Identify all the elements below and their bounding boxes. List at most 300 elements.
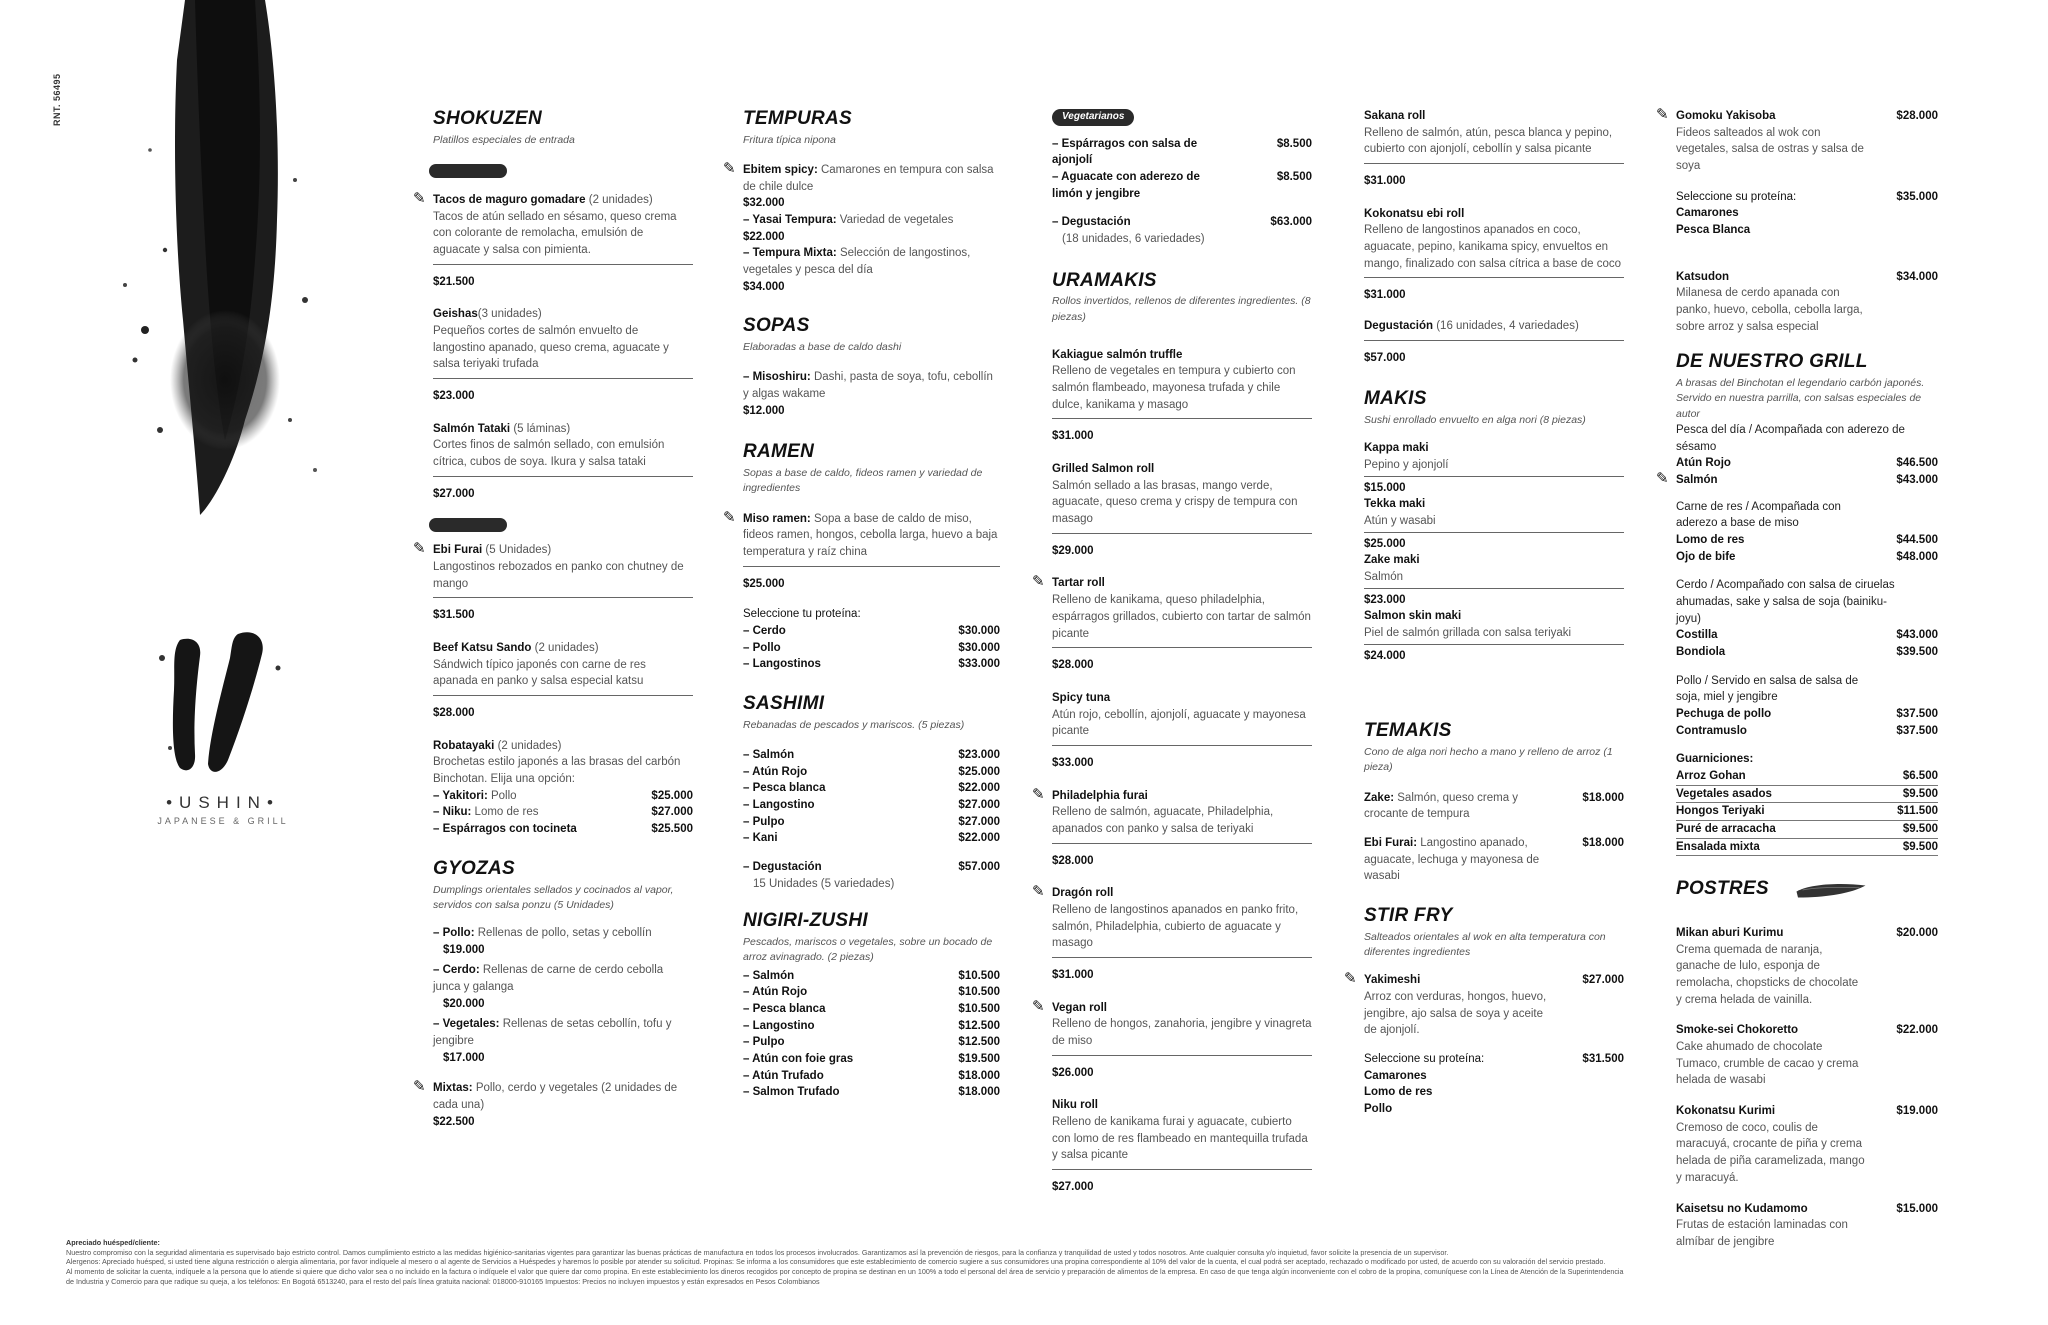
- item-description: Relleno de kanikama furai y aguacate, cubierto con lomo de res flambeado en mantequilla trufada y salsa picante: [1052, 1115, 1308, 1162]
- row-label: Salmón: [752, 969, 795, 982]
- item-price: $34.000: [1896, 270, 1938, 283]
- section-subtitle-stirfry: Salteados orientales al wok en alta temperatura con diferentes ingredientes: [1364, 930, 1606, 959]
- item-description: (18 unidades, 6 variedades): [1062, 232, 1205, 245]
- item-price: $19.000: [1896, 1105, 1938, 1118]
- protein-option: Pollo: [1364, 1103, 1393, 1115]
- price-row: – Langostino $12.500: [743, 1018, 1000, 1035]
- section-title-tempuras: TEMPURAS: [743, 108, 853, 129]
- divider: [1052, 957, 1312, 958]
- row-label: Aguacate con aderezo de limón y jengibre: [1052, 170, 1200, 200]
- row-price: $23.000: [958, 749, 1000, 762]
- divider: [1052, 533, 1312, 534]
- price-row: – Espárragos con salsa de ajonjolí $8.500: [1052, 136, 1312, 169]
- item-description: Pepino y ajonjolí: [1364, 457, 1624, 477]
- item-price: $57.000: [1364, 351, 1406, 364]
- item-price: $15.000: [1896, 1202, 1938, 1215]
- menu-column-4: [1344, 108, 1624, 1118]
- row-label: Degustación: [752, 861, 822, 874]
- item-name: Geishas: [433, 308, 478, 321]
- menu-item: [1052, 461, 1312, 559]
- item-price: $31.000: [1364, 289, 1406, 302]
- price-row: [1676, 839, 1938, 857]
- menu-item: [1032, 785, 1312, 870]
- item-price: $28.000: [1052, 854, 1094, 867]
- protein-block: [1364, 1051, 1624, 1118]
- chef-recommendation-icon: ✎: [413, 540, 426, 558]
- row-price: $37.500: [1896, 724, 1938, 737]
- brand-block: [118, 793, 328, 826]
- row-price: $22.000: [958, 832, 1000, 845]
- row-price: $27.000: [958, 815, 1000, 828]
- item-description: Relleno de langostinos apanados en panko frito, salmón, Philadelphia, cubierto de aguacate y masago: [1052, 903, 1299, 950]
- divider: [1364, 277, 1624, 278]
- menu-item: [1676, 1022, 1938, 1089]
- item-price: $25.000: [743, 577, 785, 590]
- protein-label: Pollo: [752, 641, 781, 654]
- garnish-heading: Guarniciones:: [1676, 753, 1754, 766]
- item-name: Kokonatsu Kurimi: [1676, 1105, 1776, 1118]
- item-label: Ebitem spicy:: [743, 164, 818, 177]
- section-title-stirfry: STIR FRY: [1364, 905, 1453, 927]
- item-name: Smoke-sei Chokoretto: [1676, 1024, 1799, 1037]
- row-price: $37.500: [1896, 707, 1938, 720]
- row-label: Atún con foie gras: [752, 1053, 854, 1066]
- menu-item: [1032, 883, 1312, 983]
- row-price: $18.000: [958, 1069, 1000, 1082]
- chef-recommendation-icon: ✎: [1032, 883, 1045, 901]
- menu-item: [1052, 1097, 1312, 1195]
- item-price: $26.000: [1052, 1066, 1094, 1079]
- menu-column-2: [723, 108, 1000, 1101]
- item-price: $31.500: [433, 609, 475, 622]
- row-label: Atún Trufado: [752, 1069, 824, 1082]
- section-subtitle-ramen: Sopas a base de caldo, fideos ramen y variedad de ingredientes: [743, 467, 983, 495]
- price-row: – Salmón $23.000: [743, 747, 1000, 764]
- row-price: $12.500: [958, 1036, 1000, 1049]
- price-row: – Atún Trufado $18.000: [743, 1068, 1000, 1085]
- menu-item: [1364, 835, 1624, 885]
- option-desc: Lomo de res: [474, 806, 539, 819]
- menu-item: [1676, 1103, 1938, 1186]
- section-subtitle-shokuzen: Platillos especiales de entrada: [433, 133, 575, 146]
- divider: [1052, 745, 1312, 746]
- item-price: $19.000: [443, 943, 485, 956]
- item-description: Rellenas de setas cebollín, tofu y jengibre: [433, 1018, 672, 1048]
- row-label: Langostino: [752, 799, 815, 812]
- protein-price: $35.000: [1896, 190, 1938, 203]
- menu-item: [1052, 690, 1312, 772]
- footer-line: de Industria y Comercio para que radique su queja, a los teléfonos: En Bogotá 6513240, para el resto del país línea gratuita nacional: 018000-910165 Impuestos: Precios no incluyen impuestos y están expresados en Pesos Colombianos: [66, 1276, 820, 1286]
- row-label: Atún Rojo: [752, 986, 808, 999]
- menu-item: – Yasai Tempura: Variedad de vegetales $22.000: [743, 212, 1000, 245]
- item-name: Salmon skin maki: [1364, 610, 1462, 623]
- row-label: Atún Rojo: [752, 765, 808, 778]
- price-row: – Salmon Trufado $18.000: [743, 1084, 1000, 1101]
- menu-item: [1032, 997, 1312, 1082]
- item-qty: (2 unidades): [588, 194, 653, 207]
- section-subtitle-makis: Sushi enrollado envuelto en alga nori (8 piezas): [1364, 414, 1586, 427]
- protein-price: $30.000: [958, 625, 1000, 638]
- item-description: Cremoso de coco, coulis de maracuyá, crocante de piña y crema helada de piña caramelizada, mango y maracuyá.: [1676, 1121, 1865, 1184]
- menu-item: [413, 540, 693, 624]
- price-row: – Salmón $10.500: [743, 968, 1000, 985]
- item-price: $32.000: [743, 197, 785, 210]
- row-label: Pesca blanca: [752, 782, 826, 795]
- item-name: Dragón roll: [1052, 887, 1114, 900]
- item-name: Robatayaki: [433, 739, 495, 752]
- price-row: [1676, 821, 1938, 839]
- chef-recommendation-icon: ✎: [1032, 573, 1045, 591]
- item-price: $20.000: [1896, 927, 1938, 940]
- section-subtitle-grill: A brasas del Binchotan el legendario carbón japonés. Servido en nuestra parrilla, con salsas especiales de autor: [1676, 377, 1925, 420]
- chef-recommendation-icon: ✎: [1656, 106, 1669, 123]
- row-label: Pesca blanca: [752, 1003, 826, 1015]
- divider: [433, 695, 693, 696]
- item-description: Frutas de estación laminadas con almíbar de jengibre: [1676, 1219, 1848, 1248]
- menu-item: [1676, 269, 1938, 336]
- chef-recommendation-icon: ✎: [413, 190, 426, 208]
- menu-item: [1364, 108, 1624, 190]
- section-title-uramakis: URAMAKIS: [1052, 269, 1157, 291]
- row-label: Salmón: [752, 749, 795, 762]
- row-label: Salmon Trufado: [752, 1086, 840, 1099]
- row-price: $18.000: [958, 1086, 1000, 1099]
- item-label: Tempura Mixta:: [752, 247, 837, 260]
- menu-item: [1676, 925, 1938, 1008]
- protein-option: Pesca Blanca: [1676, 224, 1751, 237]
- footer-heading: Apreciado huésped/cliente:: [66, 1238, 160, 1247]
- item-name: Tacos de maguro gomadare: [433, 194, 586, 207]
- grill-group-heading: Pesca del día / Acompañada con aderezo de sésamo: [1676, 423, 1905, 453]
- section-title-nigiri: NIGIRI-ZUSHI: [743, 910, 868, 932]
- option-row: – Niku: Lomo de res $27.000: [433, 804, 693, 821]
- row-label: Pechuga de pollo: [1676, 707, 1772, 720]
- row-price: $10.500: [958, 986, 1000, 999]
- item-name: Niku roll: [1052, 1099, 1099, 1112]
- option-price: $25.000: [651, 789, 693, 802]
- price-row: – Atún Rojo $25.000: [743, 764, 1000, 781]
- row-price: $57.000: [958, 861, 1000, 874]
- row-label: Espárragos con salsa de ajonjolí: [1052, 137, 1198, 167]
- item-name: Tekka maki: [1364, 498, 1426, 511]
- ushin-logo: [150, 628, 290, 778]
- option-row: – Espárragos con tocineta $25.500: [433, 821, 693, 838]
- item-description: Langostino apanado, aguacate, lechuga y mayonesa de wasabi: [1364, 837, 1540, 883]
- footer-line: Alergenos: Apreciado huésped, si usted tiene alguna restricción o alergia alimentaria, por favor indíquele al mesero o al agente de Servicios a Huéspedes y haremos lo posible por atender su solicitud. Propinas: Se informa a los consumidores que este establecimiento de comercio sugiere a sus consumidores una propina correspondiente al 10% del valor de la cuenta, el cual podrá ser aceptado, rechazado o modificado por usted, de acuerdo con su valoración del servicio prestado.: [66, 1257, 1606, 1267]
- item-qty: (2 unidades): [534, 642, 599, 655]
- item-price: $28.000: [1896, 110, 1938, 122]
- row-price: $43.000: [1896, 629, 1938, 642]
- divider: [1052, 1055, 1312, 1056]
- price-row: – Pesca blanca $22.000: [743, 780, 1000, 797]
- protein-block: [1676, 189, 1938, 239]
- brush-stroke-marker: [429, 518, 507, 532]
- menu-item: [413, 1078, 693, 1130]
- item-description: 15 Unidades (5 variedades): [753, 877, 895, 890]
- row-price: $43.000: [1896, 473, 1938, 486]
- menu-item: [1364, 206, 1624, 304]
- item-label: Pollo:: [442, 927, 475, 940]
- divider: [1052, 843, 1312, 844]
- option-price: $25.500: [651, 823, 693, 836]
- divider: [1364, 340, 1624, 341]
- row-price: $9.500: [1902, 787, 1938, 800]
- price-row: [1676, 455, 1938, 472]
- row-price: $19.500: [958, 1053, 1000, 1066]
- item-name: Philadelphia furai: [1052, 789, 1148, 802]
- section-title-grill: DE NUESTRO GRILL: [1676, 351, 1868, 373]
- row-label: Hongos Teriyaki: [1676, 805, 1765, 818]
- menu-column-5: [1656, 106, 1938, 1251]
- menu-item: [433, 640, 693, 722]
- item-price: $23.000: [433, 390, 475, 403]
- item-qty: (5 láminas): [513, 422, 571, 435]
- item-qty: (2 unidades): [497, 739, 562, 752]
- item-price: $31.000: [1364, 175, 1406, 188]
- section-title-makis: MAKIS: [1364, 388, 1427, 410]
- item-description: (16 unidades, 4 variedades): [1436, 320, 1579, 333]
- item-description: Relleno de kanikama, queso philadelphia, espárragos grillados, cubierto con tartar de salmón picante: [1052, 594, 1311, 640]
- item-name: Gomoku Yakisoba: [1676, 110, 1776, 122]
- item-name: Spicy tuna: [1052, 691, 1111, 704]
- chef-recommendation-icon: ✎: [1032, 997, 1045, 1015]
- menu-item: [1344, 970, 1624, 1039]
- item-price: $21.500: [433, 275, 475, 288]
- option-label: Niku:: [442, 806, 472, 819]
- item-price: $22.500: [433, 1115, 475, 1128]
- item-label: Misoshiru:: [752, 371, 811, 384]
- item-label: Mixtas:: [433, 1082, 473, 1095]
- option-label: Yakitori:: [442, 789, 488, 802]
- divider: [1052, 418, 1312, 419]
- section-title-sashimi: SASHIMI: [743, 693, 825, 715]
- row-price: $39.500: [1896, 645, 1938, 658]
- row-price: $6.500: [1902, 769, 1938, 782]
- chef-recommendation-icon: ✎: [723, 160, 736, 178]
- price-row: [1656, 469, 1938, 489]
- chef-recommendation-icon: ✎: [413, 1078, 426, 1096]
- price-row: – Pulpo $12.500: [743, 1034, 1000, 1051]
- item-name: Grilled Salmon roll: [1052, 463, 1155, 476]
- postres-header: [1676, 878, 1938, 901]
- item-label: Miso ramen:: [743, 512, 811, 525]
- item-price: $28.000: [433, 707, 475, 720]
- item-description: Brochetas estilo japonés a las brasas del carbón Binchotan. Elija una opción:: [433, 756, 681, 786]
- legal-footer: [66, 1238, 1946, 1287]
- menu-item: [1364, 608, 1624, 664]
- footer-line: Nuestro compromiso con la seguridad alimentaria es supervisado bajo estricto control. Damos cumplimiento estricto a las medidas higiénico-sanitarias vigentes para garantizar las buenas prácticas de manufactura en todos los procesos involucrados. Garantizamos así la prevención de riesgos, para la confianza y tranquilidad de usted y todos nosotros. Ante cualquier consulta y/o inquietud, favor solicite la presencia de un supervisor.: [66, 1247, 1449, 1257]
- item-price: $34.000: [743, 280, 785, 293]
- item-price: $18.000: [1582, 837, 1624, 850]
- row-label: Pulpo: [752, 815, 785, 828]
- item-price: $27.000: [1582, 974, 1624, 987]
- item-description: Relleno de salmón, atún, pesca blanca y pepino, cubierto con ajonjolí, cebollín y salsa picante: [1364, 126, 1613, 156]
- protein-heading: Seleccione su proteína:: [1676, 190, 1797, 203]
- menu-item: [413, 190, 693, 290]
- price-row: – Pesca blanca $10.500: [743, 1001, 1000, 1018]
- item-description: Salmón, queso crema y crocante de tempura: [1364, 791, 1519, 821]
- item-name: Kokonatsu ebi roll: [1364, 207, 1465, 220]
- price-row: – Kani $22.000: [743, 830, 1000, 847]
- item-name: Beef Katsu Sando: [433, 642, 532, 655]
- section-subtitle-gyozas: Dumplings orientales sellados y cocinados al vapor, servidos con salsa ponzu (5 Unidades): [433, 883, 674, 911]
- menu-item: [1364, 552, 1624, 608]
- option-label: Espárragos con tocineta: [442, 823, 577, 836]
- price-row: [1676, 532, 1938, 549]
- item-price: $31.000: [1052, 430, 1094, 443]
- menu-item: [433, 421, 693, 503]
- menu-column-1: [413, 108, 693, 1130]
- item-price: $22.000: [743, 230, 785, 243]
- item-label: Vegetales:: [442, 1018, 500, 1031]
- grill-group-heading: Cerdo / Acompañado con salsa de ciruelas ahumadas, sake y salsa de soja (bainiku-joyu): [1676, 579, 1895, 625]
- row-label: Contramuslo: [1676, 724, 1747, 737]
- item-description: Langostinos rebozados en panko con chutney de mango: [433, 561, 684, 590]
- row-label: Salmón: [1676, 473, 1718, 486]
- item-name: Tartar roll: [1052, 577, 1105, 590]
- item-price: $17.000: [443, 1051, 485, 1064]
- section-subtitle-nigiri: Pescados, mariscos o vegetales, sobre un bocado de arroz avinagrado. (2 piezas): [743, 936, 993, 964]
- row-label: Kani: [752, 832, 778, 845]
- price-row: [1676, 786, 1938, 804]
- item-label: Yasai Tempura:: [752, 214, 837, 227]
- item-description: Sopa a base de caldo de miso, fideos ramen, hongos, cebolla larga, huevo a baja temperatura y raíz china: [743, 512, 998, 558]
- menu-item-robatayaki: [433, 738, 693, 838]
- menu-item: [1052, 347, 1312, 445]
- item-label: Cerdo:: [442, 964, 480, 977]
- price-row: [1676, 549, 1938, 566]
- row-label: Ensalada mixta: [1676, 840, 1760, 853]
- row-price: $8.500: [1276, 170, 1312, 183]
- price-row: – Atún Rojo $10.500: [743, 984, 1000, 1001]
- item-description: Relleno de vegetales en tempura y cubierto con salmón flambeado, mayonesa trufada y chile dulce, kanikama y masago: [1052, 365, 1296, 411]
- grill-group-heading: Carne de res / Acompañada con aderezo a base de miso: [1676, 500, 1841, 530]
- chef-recommendation-icon: ✎: [723, 508, 736, 526]
- ink-brush-decoration: [105, 0, 335, 520]
- item-qty: (5 Unidades): [485, 544, 552, 557]
- row-price: $12.500: [958, 1019, 1000, 1032]
- item-description: Relleno de salmón, aguacate, Philadelphia, apanados con panko y salsa de teriyaki: [1052, 806, 1274, 835]
- row-price: $46.500: [1896, 457, 1938, 470]
- row-label: Lomo de res: [1676, 533, 1745, 546]
- item-description: Arroz con verduras, hongos, huevo, jengibre, ajo salsa de soya y aceite de ajonjolí.: [1364, 990, 1547, 1037]
- row-price: $9.500: [1902, 840, 1938, 853]
- price-row: – Atún con foie gras $19.500: [743, 1051, 1000, 1068]
- row-label: Bondiola: [1676, 645, 1726, 658]
- protein-price: $33.000: [958, 658, 1000, 671]
- divider: [743, 566, 1000, 567]
- item-qty: (3 unidades): [477, 308, 542, 321]
- row-price: $11.500: [1897, 805, 1938, 818]
- row-label: Vegetales asados: [1676, 787, 1772, 800]
- protein-price: $31.500: [1582, 1052, 1624, 1065]
- row-label: Degustación: [1061, 216, 1131, 229]
- item-description: Relleno de hongos, zanahoria, jengibre y vinagreta de miso: [1052, 1018, 1312, 1047]
- item-price: $31.000: [1052, 968, 1094, 981]
- row-price: $27.000: [958, 799, 1000, 812]
- section-title-sopas: SOPAS: [743, 315, 810, 337]
- price-row: – Degustación $57.000: [743, 859, 1000, 876]
- item-description: Salmón: [1364, 569, 1624, 589]
- footer-line: Al momento de solicitar la cuenta, indíquele a la persona que lo atiende si quiere que dicho valor sea o no incluido en la factura o indíquele el valor que quiere dar como propina. En este establecimiento los dineros recogidos por concepto de propina se destinan en un 100% a todo el personal del área de servicio y preparación de alimentos de la empresa. En caso de que tenga algún inconveniente con el cobro de la propina, comuníquese con la Línea de Atención de la Superintendencia: [66, 1267, 1624, 1277]
- item-price: $20.000: [443, 997, 485, 1010]
- item-price: $28.000: [1052, 659, 1094, 672]
- item-description: Piel de salmón grillada con salsa teriyaki: [1364, 625, 1624, 645]
- brush-stroke-marker: [429, 164, 507, 178]
- divider: [433, 378, 693, 379]
- item-description: Pequeños cortes de salmón envuelto de langostino apanado, queso crema, aguacate y salsa teriyaki trufada: [433, 325, 669, 371]
- item-price: $24.000: [1364, 649, 1406, 662]
- row-price: $44.500: [1896, 533, 1938, 546]
- item-label: Degustación: [1364, 320, 1434, 333]
- grill-group-heading: Pollo / Servido en salsa de salsa de soja, miel y jengibre: [1676, 674, 1859, 704]
- item-name: Kappa maki: [1364, 442, 1429, 455]
- item-price: $18.000: [1582, 791, 1624, 804]
- divider: [433, 597, 693, 598]
- item-description: Sándwich típico japonés con carne de res apanada en panko y salsa especial katsu: [433, 658, 646, 688]
- row-price: $9.500: [1902, 822, 1938, 835]
- item-name: Kaisetsu no Kudamomo: [1676, 1202, 1808, 1215]
- divider: [1364, 163, 1624, 164]
- protein-label: Cerdo: [752, 625, 786, 638]
- section-title-postres: POSTRES: [1676, 878, 1769, 900]
- menu-item: [1032, 573, 1312, 673]
- section-title-ramen: RAMEN: [743, 441, 815, 463]
- protein-option: Lomo de res: [1364, 1086, 1433, 1099]
- item-name: Yakimeshi: [1364, 974, 1421, 987]
- section-subtitle-temakis: Cono de alga nori hecho a mano y relleno de arroz (1 pieza): [1364, 746, 1613, 774]
- item-description: Selección de langostinos, vegetales y pesca del día: [743, 247, 971, 277]
- price-row: – Degustación $63.000: [1052, 214, 1312, 231]
- rnt-code: RNT. 56495: [52, 73, 62, 126]
- item-price: $29.000: [1052, 544, 1094, 557]
- brand-tagline: JAPANESE & GRILL: [157, 816, 289, 826]
- item-price: $25.000: [1364, 537, 1406, 550]
- divider: [433, 476, 693, 477]
- item-name: Sakana roll: [1364, 110, 1426, 122]
- menu-item: [1656, 106, 1938, 175]
- chef-recommendation-icon: ✎: [1032, 785, 1045, 803]
- item-description: Rellenas de pollo, setas y cebollín: [477, 927, 652, 940]
- item-name: Katsudon: [1676, 270, 1730, 283]
- row-price: $22.000: [958, 782, 1000, 795]
- item-description: Camarones en tempura con salsa de chile dulce: [743, 164, 994, 193]
- item-name: Vegan roll: [1052, 1001, 1107, 1014]
- menu-item: [723, 160, 1000, 212]
- item-description: Milanesa de cerdo apanada con panko, huevo, cebolla, cebolla larga, sobre arroz y salsa especial: [1676, 287, 1863, 333]
- option-row: – Yakitori: Pollo $25.000: [433, 788, 693, 805]
- item-description: Rellenas de carne de cerdo cebolla junca y galanga: [433, 964, 664, 994]
- price-row: [1676, 627, 1938, 644]
- item-price: $33.000: [1052, 756, 1094, 769]
- option-desc: Pollo: [490, 789, 517, 802]
- item-price: $22.000: [1896, 1024, 1938, 1037]
- option-price: $27.000: [651, 806, 693, 819]
- item-description: Cake ahumado de chocolate Tumaco, crumble de cacao y crema helada de wasabi: [1676, 1041, 1859, 1087]
- item-description: Dashi, pasta de soya, tofu, cebollín y algas wakame: [743, 371, 993, 401]
- protein-row: – Pollo $30.000: [743, 640, 1000, 657]
- section-subtitle-sopas: Elaboradas a base de caldo dashi: [743, 341, 902, 354]
- price-row: [1676, 723, 1938, 740]
- brand-name: •USHIN•: [166, 793, 280, 812]
- item-price: $15.000: [1364, 481, 1406, 494]
- item-description: Salmón sellado a las brasas, mango verde, aguacate, queso crema y crispy de tempura con masago: [1052, 479, 1298, 526]
- item-description: Atún y wasabi: [1364, 513, 1624, 533]
- item-description: Pollo, cerdo y vegetales (2 unidades de cada una): [433, 1082, 678, 1112]
- menu-column-3: [1032, 108, 1312, 1196]
- item-name: Ebi Furai: [433, 544, 483, 557]
- menu-item: [1364, 496, 1624, 552]
